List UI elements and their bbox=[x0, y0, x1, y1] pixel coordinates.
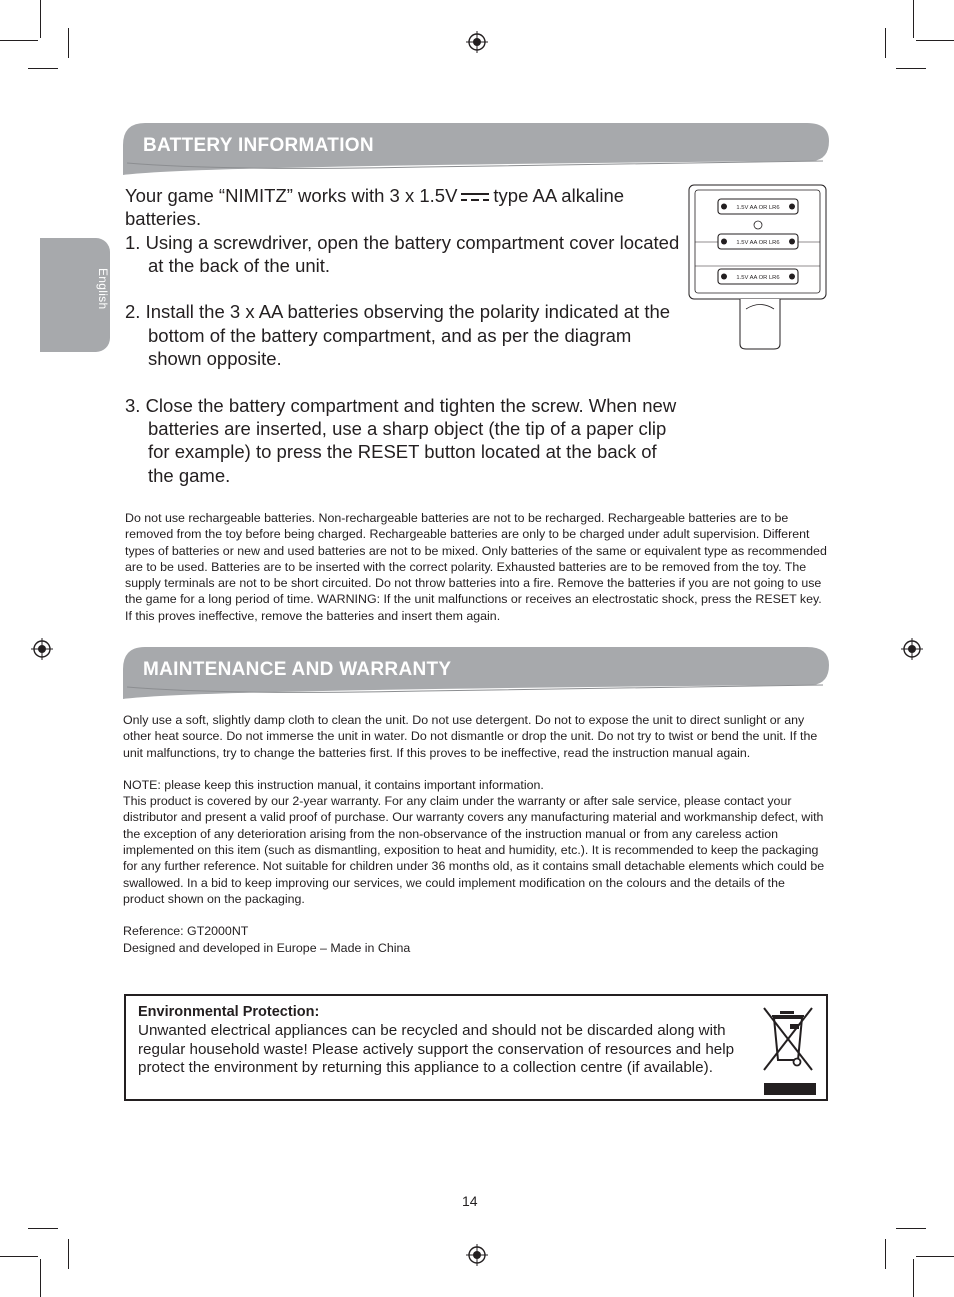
battery-instructions bbox=[125, 184, 685, 487]
product-reference: Reference: GT2000NT bbox=[123, 924, 249, 939]
registration-mark-left-icon bbox=[31, 638, 53, 660]
crossed-out-wheelie-bin-icon bbox=[762, 1004, 818, 1098]
battery-warning-text: Do not use rechargeable batteries. Non-rechargeable batteries are not to be recharged. Rechargeable batteries are to be removed from the toy before being charged. Rechargeable batteries are only to be charged under adult supervision. Different types of batteries or new and used batteries are not to be mixed. Only batteries of the same or equivalent type as recommended are to be used. Batteries are to be inserted with the correct polarity. Exhausted batteries are to be removed from the toy. The supply terminals are not to be short circuited. Do not throw batteries into a fire. Remove the batteries if you are not going to use the game for a long period of time. WARNING: If the unit malfunctions or receives an electrostatic shock, press the RESET key. If this proves ineffective, remove the batteries and insert them again. bbox=[125, 511, 827, 623]
battery-3-label: 1.5V AA OR LR6 bbox=[736, 275, 780, 281]
battery-section-title: BATTERY INFORMATION bbox=[143, 135, 374, 156]
registration-mark-top-icon bbox=[466, 31, 488, 53]
registration-mark-right-icon bbox=[901, 638, 923, 660]
battery-intro-start: Your game “NIMITZ” works with 3 x 1.5V bbox=[125, 185, 458, 206]
battery-2 bbox=[718, 234, 798, 249]
warranty-text: This product is covered by our 2-year warranty. For any claim under the warranty or after sale service, please contact your distributor and present a valid proof of purchase. Our warranty covers any manufacturing material and workmanship defect, with the exception of any deterioration arising from the non-observance of the instruction manual or from any careless action implemented on this item (such as dismantling, exposition to heat and humidity, etc.). It is recommended to keep the packaging for any further reference. Not suitable for children under 36 months old, as it contains small detachable elements which could be swallowed. In a bid to keep improving our services, we could implement modification on the colours and the details of the product shown on the packaging. bbox=[123, 794, 825, 906]
maintenance-section-title: MAINTENANCE AND WARRANTY bbox=[143, 659, 452, 680]
battery-intro-end: type AA alkaline batteries. bbox=[125, 185, 625, 230]
battery-2-label: 1.5V AA OR LR6 bbox=[736, 240, 780, 246]
product-origin: Designed and developed in Europe – Made in China bbox=[123, 940, 411, 955]
battery-step-3: 3. Close the battery compartment and tighten the screw. When new batteries are inserted, use a sharp object (the tip of a paper clip for example) to press the RESET button located at the back of the game. bbox=[125, 394, 677, 486]
maintenance-section-header bbox=[123, 647, 829, 699]
battery-compartment-diagram bbox=[688, 184, 828, 350]
page-number: 14 bbox=[462, 1193, 478, 1209]
dc-current-icon bbox=[460, 191, 490, 203]
battery-1 bbox=[718, 199, 798, 214]
note-line: NOTE: please keep this instruction manual, it contains important information. bbox=[123, 777, 544, 792]
environmental-body: Unwanted electrical appliances can be recycled and should not be discarded along with regular household waste! Please actively support the conservation of resources and help protect the environment by returning this appliance to a collection centre (if available). bbox=[138, 1022, 735, 1077]
registration-mark-bottom-icon bbox=[466, 1244, 488, 1266]
battery-1-label: 1.5V AA OR LR6 bbox=[736, 205, 780, 211]
battery-intro bbox=[125, 184, 685, 231]
battery-warning bbox=[125, 510, 829, 624]
battery-step-2: 2. Install the 3 x AA batteries observing the polarity indicated at the bottom of the battery compartment, and as per the diagram shown opposite. bbox=[125, 301, 671, 370]
environmental-title: Environmental Protection: bbox=[138, 1004, 320, 1020]
battery-step-1: 1. Using a screwdriver, open the battery compartment cover located at the back of the unit. bbox=[125, 231, 680, 276]
battery-section-header bbox=[123, 123, 829, 175]
environmental-protection-box bbox=[124, 994, 828, 1101]
language-tab-label: English bbox=[96, 268, 110, 310]
care-instructions: Only use a soft, slightly damp cloth to clean the unit. Do not use detergent. Do not to expose the unit to direct sunlight or any other heat source. Do not immerse the unit in water. Do not dismantle or drop the unit. Do not try to twist or bend the unit. If the unit malfunctions, try to change the batteries first. If this proves to be ineffective, read the instruction manual again. bbox=[123, 713, 818, 760]
maintenance-body bbox=[123, 712, 829, 956]
battery-3 bbox=[718, 269, 798, 284]
